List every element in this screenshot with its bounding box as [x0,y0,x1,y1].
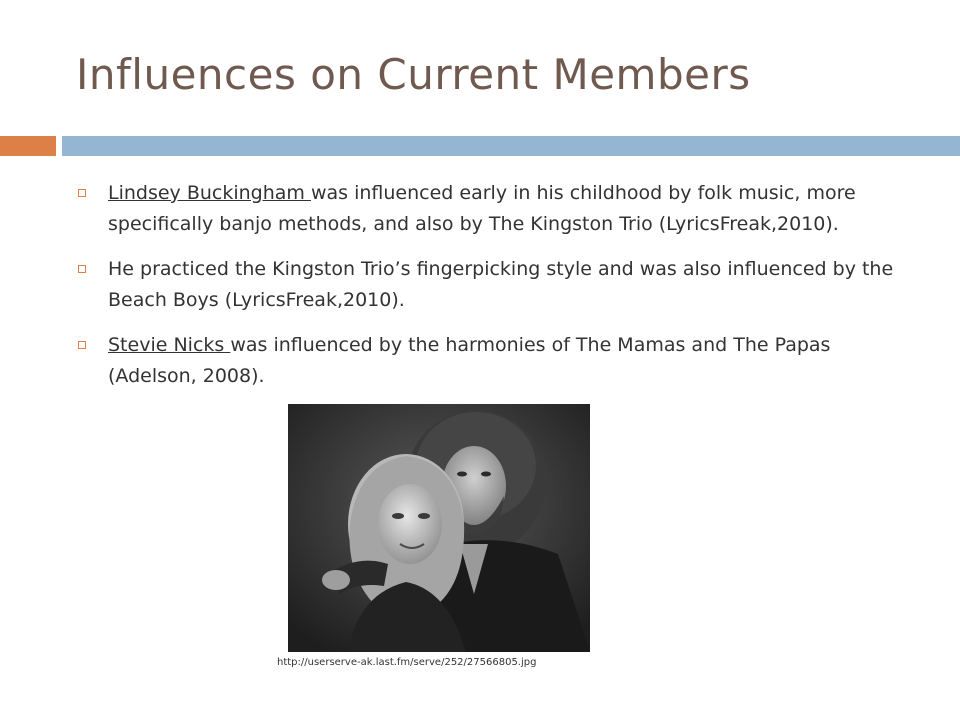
black-and-white-photo [288,404,590,652]
bullet-text: was influenced early in his childhood by folk music, more specifically banjo methods, and also by The Kingston Trio (LyricsFreak,2010). [108,182,856,235]
link-lindsey-buckingham[interactable]: Lindsey Buckingham [108,182,311,204]
square-bullet-icon [78,189,86,197]
accent-bar-orange [0,136,56,156]
photo-illustration [288,404,590,652]
image-source-caption: http://userserve-ak.last.fm/serve/252/27566805.jpg [277,657,537,668]
slide-title: Influences on Current Members [76,50,751,99]
square-bullet-icon [78,265,86,273]
bullet-list [76,178,896,406]
link-stevie-nicks[interactable]: Stevie Nicks [108,334,231,356]
bullet-item [76,330,896,392]
accent-bar-blue [62,136,960,156]
bullet-item [76,178,896,240]
square-bullet-icon [78,341,86,349]
bullet-text: was influenced by the harmonies of The Mamas and The Papas (Adelson, 2008). [108,334,831,387]
bullet-text: He practiced the Kingston Trio’s fingerpicking style and was also influenced by the Beach Boys (LyricsFreak,2010). [108,258,894,311]
bullet-item [76,254,896,316]
